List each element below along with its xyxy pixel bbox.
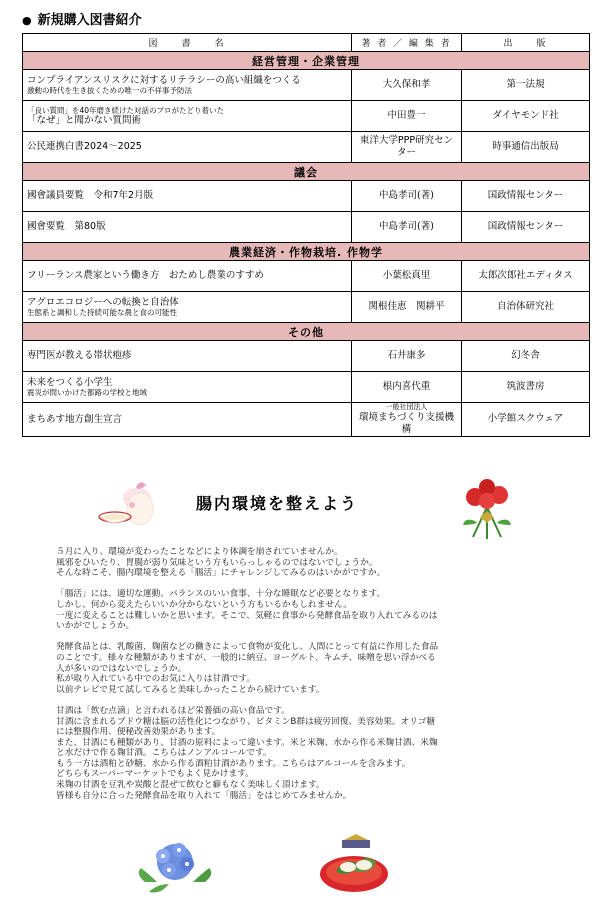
book-author: 根内喜代重 — [382, 381, 431, 393]
carnation-illustration — [455, 477, 519, 541]
article-line: 甘酒に含まれるブドウ糖は脳の活性化につながり、ビタミンB群は疲労回復、美容効果。オリゴ糖 — [56, 716, 436, 727]
book-title-cell — [23, 372, 352, 403]
author-prefix: 一般社団法人 — [385, 403, 428, 411]
book-author: 中島孝司(著) — [379, 221, 434, 233]
article-line: そんな時こそ、腸内環境を整える「腸活」にチャレンジしてみるのはいかがですか。 — [56, 568, 386, 579]
book-publisher: 太郎次郎社エディタス — [462, 261, 590, 292]
book-title-cell — [23, 212, 352, 243]
book-subtitle: 激動の時代を生き抜くための唯一の不祥事予防法 — [27, 86, 192, 96]
book-title: 「なぜ」と聞かない質問術 — [27, 114, 142, 126]
book-title: フリーランス農家という働き方 おためし農業のすすめ — [27, 270, 264, 282]
book-author-cell — [352, 132, 462, 163]
article-paragraph — [56, 589, 562, 631]
column-header-title: 図 書 名 — [23, 34, 352, 52]
book-author-cell — [352, 341, 462, 372]
book-author-cell — [352, 101, 462, 132]
book-title-cell — [23, 341, 352, 372]
article-line: 甘酒は「飲む点滴」と言われるほど栄養価の高い食品です。 — [56, 705, 290, 716]
category-label: 議会 — [23, 163, 590, 181]
book-title-cell — [23, 181, 352, 212]
article-body — [56, 547, 562, 812]
article-line: 発酵食品とは、乳酸菌、麹菌などの働きによって食物が変化し、人間にとって有益に作用した食品 — [56, 642, 439, 653]
book-subtitle: 震災が問いかけた都路の学校と地域 — [27, 388, 147, 398]
book-author: 環境まちづくり支援機構 — [359, 411, 454, 435]
table-row — [23, 372, 590, 403]
article-line: いかがでしょうか。 — [56, 621, 135, 632]
category-row — [23, 52, 590, 70]
article-paragraph — [56, 547, 562, 579]
book-author-cell — [352, 403, 462, 437]
column-header-author: 著 者 ／ 編 集 者 — [352, 34, 462, 52]
book-author-cell — [352, 372, 462, 403]
category-row — [23, 323, 590, 341]
article-line: ５月に入り、環境が変わったことなどにより体調を崩されていませんか。 — [56, 547, 343, 557]
table-row — [23, 403, 590, 437]
book-author-cell — [352, 261, 462, 292]
book-publisher: 幻冬舎 — [462, 341, 590, 372]
book-title: 國會要覧 第80版 — [27, 221, 106, 233]
category-label: 農業経済・作物栽培. 作物学 — [23, 243, 590, 261]
book-publisher: 時事通信出版局 — [462, 132, 590, 163]
page-title: 新規購入図書紹介 — [37, 13, 142, 28]
book-subtitle: 「良い質問」を40年磨き続けた対話のプロがたどり着いた — [27, 105, 225, 115]
article-line: には整腸作用、便秘改善効果があります。 — [56, 727, 221, 738]
book-publisher: 第一法規 — [462, 70, 590, 101]
table-header-row — [23, 34, 590, 52]
article-line: 人が多いのではないでしょうか。 — [56, 663, 187, 674]
article-line: 以前テレビで見て試してみると美味しかったことから続けています。 — [56, 684, 325, 695]
article-line: 風邪をひいたり、胃腸が弱り気味という方もいらっしゃるのではないでしょうか。 — [56, 557, 378, 568]
article-paragraph — [56, 642, 562, 695]
article-line: 一度に変えることは難しいかと思います。そこで、気軽に食事から発酵食品を取り入れてみるのは — [56, 610, 438, 621]
book-title: コンプライアンスリスクに対するリテラシーの高い組織をつくる — [27, 74, 301, 86]
book-title: 公民連携白書2024～2025 — [27, 141, 142, 153]
book-table — [22, 33, 590, 437]
book-author: 小葉松真里 — [382, 270, 431, 282]
book-publisher: 小学館スクウェア — [462, 403, 590, 437]
article-title: 腸内環境を整えよう — [196, 494, 359, 513]
article-line: また、甘酒にも種類があり、甘酒の原料によって違います。米と米麹、水から作る米麹甘酒、米麹 — [56, 737, 438, 748]
book-title: アグロエコロジーへの転換と自治体 — [27, 296, 179, 308]
book-publisher: 自治体研究社 — [462, 292, 590, 323]
article-line: と水だけで作る麹甘酒。こちらはノンアルコールです。 — [56, 748, 272, 759]
book-author: 東洋大学PPP研究センター — [359, 135, 454, 158]
book-title-cell — [23, 261, 352, 292]
table-row — [23, 212, 590, 243]
article-paragraph — [56, 706, 562, 801]
book-author: 石井康多 — [387, 350, 426, 362]
book-publisher: 筑波書房 — [462, 372, 590, 403]
sake-illustration — [92, 477, 162, 532]
page-heading — [22, 9, 142, 28]
table-row — [23, 181, 590, 212]
book-title-cell — [23, 132, 352, 163]
book-title: 國會議員要覧 令和7年2月版 — [27, 190, 154, 202]
category-label: その他 — [23, 323, 590, 341]
table-row — [23, 101, 590, 132]
article-line: どちらもスーパーマーケットでもよく見かけます。 — [56, 769, 254, 780]
book-title-cell — [23, 403, 352, 437]
table-row — [23, 132, 590, 163]
book-title: 未来をつくる小学生 — [27, 376, 113, 388]
table-row — [23, 341, 590, 372]
article-line: しかし、何から変えたらいいか分からないという方もいるかもしれません。 — [56, 599, 352, 610]
book-publisher: ダイヤモンド社 — [462, 101, 590, 132]
book-title-cell — [23, 101, 352, 132]
article-line: のことです。様々な種類がありますが、一般的に納豆、ヨーグルト、キムチ、味噌を思い浮かべる — [56, 652, 436, 663]
category-row — [23, 163, 590, 181]
article-line: もう一方は酒粕と砂糖、水から作る酒粕甘酒があります。こちらはアルコールを含みます。 — [56, 758, 411, 769]
book-subtitle: 生態系と調和した持続可能な農と食の可能性 — [27, 308, 177, 318]
article-line: 皆様も自分に合った発酵食品を取り入れて「腸活」をはじめてみませんか。 — [56, 790, 352, 801]
book-author-cell — [352, 70, 462, 101]
book-author: 中島孝司(著) — [379, 190, 434, 202]
book-author: 関根佳恵 関耕平 — [368, 301, 445, 313]
kashiwa-mochi-illustration — [318, 834, 390, 896]
table-row — [23, 261, 590, 292]
category-label: 経営管理・企業管理 — [23, 52, 590, 70]
book-title: まちあす地方創生宣言 — [27, 413, 123, 425]
hydrangea-illustration — [135, 838, 215, 894]
column-header-publisher: 出 版 — [462, 34, 590, 52]
table-row — [23, 292, 590, 323]
article-line: 私が取り入れている中でのお気に入りは甘酒です。 — [56, 674, 256, 685]
book-author-cell — [352, 212, 462, 243]
category-row — [23, 243, 590, 261]
book-author-cell — [352, 292, 462, 323]
book-title-cell — [23, 70, 352, 101]
book-author: 大久保和孝 — [382, 79, 431, 91]
bullet-icon: ● — [22, 14, 32, 27]
book-title: 専門医が教える帯状疱疹 — [27, 350, 132, 362]
book-title-cell — [23, 292, 352, 323]
article-line: 米麹の甘酒を豆乳や炭酸と混ぜて飲むと癖もなく美味しく頂けます。 — [56, 780, 325, 791]
table-row — [23, 70, 590, 101]
book-author: 中田豊一 — [387, 110, 426, 122]
book-publisher: 国政情報センター — [462, 181, 590, 212]
book-author-cell — [352, 181, 462, 212]
book-publisher: 国政情報センター — [462, 212, 590, 243]
article-line: 「腸活」には、適切な運動、バランスのいい食事、十分な睡眠など必要となります。 — [56, 589, 386, 600]
